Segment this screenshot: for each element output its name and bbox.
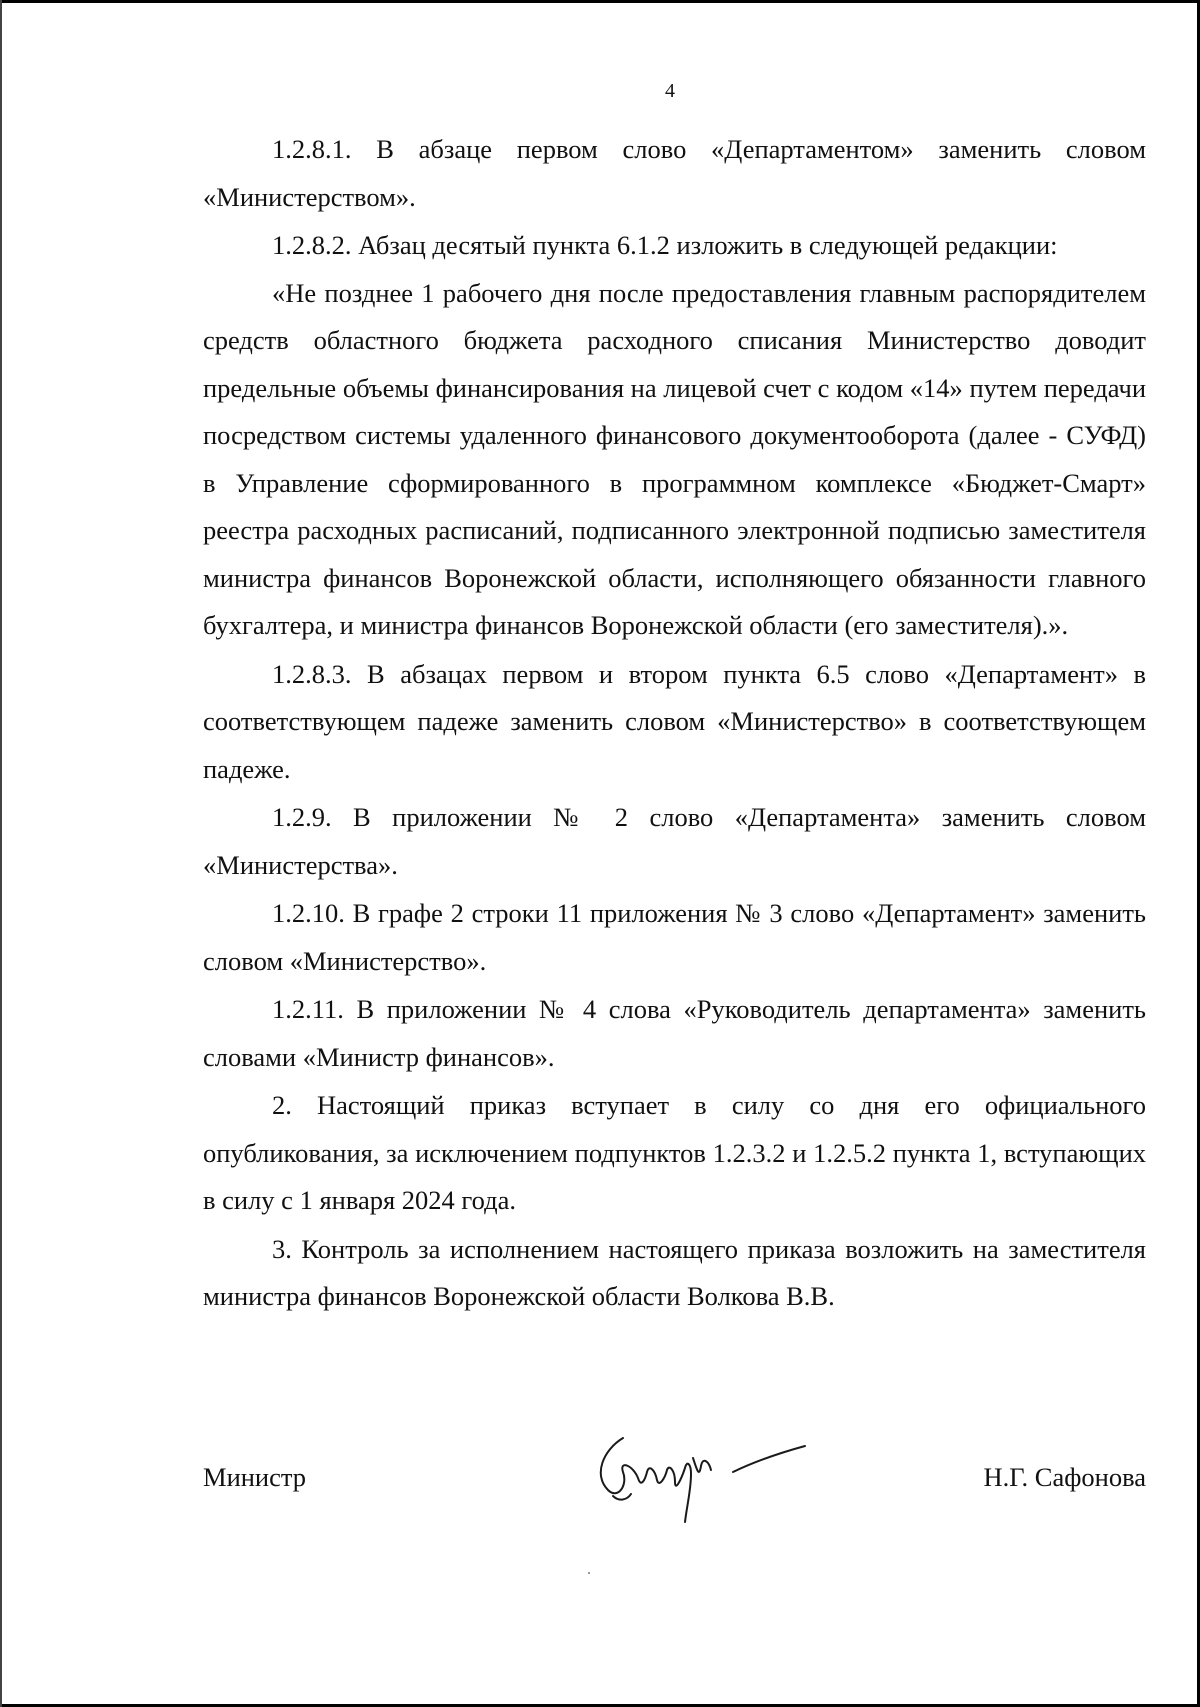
page-number: 4 (665, 80, 675, 102)
paragraph: 3. Контроль за исполнением настоящего приказа возложить на заместителя министра финансов Воронежской области Волкова В.В. (203, 1233, 1146, 1311)
paragraph: 1.2.9. В приложении № 2 слово «Департамента» заменить словом «Министерства». (203, 802, 1146, 880)
signatory-title: Министр (203, 1462, 307, 1492)
paragraph: 1.2.11. В приложении № 4 слова «Руководитель департамента» заменить словами «Министр финансов». (203, 994, 1146, 1072)
document-body (203, 126, 1146, 1321)
signature-block (203, 1430, 1146, 1540)
paragraph: 1.2.8.2. Абзац десятый пункта 6.1.2 изложить в следующей редакции: (272, 230, 1058, 260)
scan-artifact (588, 1572, 590, 1574)
scan-border-top (0, 0, 1200, 3)
paragraph: «Не позднее 1 рабочего дня после предоставления главным распорядителем средств областного бюджета расходного списания Министерство доводит предельные объемы финансирования на лицевой счет с кодом «14» путем передачи посредством системы удаленного финансового документооборота (далее - СУФД) в Управление сформированного в программном комплексе «Бюджет-Смарт» реестра расходных расписаний, подписанного электронной подписью заместителя министра финансов Воронежской области, исполняющего обязанности главного бухгалтера, и министра финансов Воронежской области (его заместителя).». (203, 277, 1146, 640)
paragraph: 2. Настоящий приказ вступает в силу со дня его официального опубликования, за исключением подпунктов 1.2.3.2 и 1.2.5.2 пункта 1, вступающих в силу с 1 января 2024 года. (203, 1090, 1146, 1215)
signature-icon (583, 1430, 813, 1550)
paragraph: 1.2.8.1. В абзаце первом слово «Департаментом» заменить словом «Министерством». (203, 134, 1146, 212)
signatory-name: Н.Г. Сафонова (983, 1462, 1146, 1492)
paragraph: 1.2.10. В графе 2 строки 11 приложения № 3 слово «Департамент» заменить словом «Министерство». (203, 898, 1146, 976)
paragraph: 1.2.8.3. В абзацах первом и втором пункта 6.5 слово «Департамент» в соответствующем падеже заменить словом «Министерство» в соответствующем падеже. (203, 658, 1146, 784)
scan-border-left (0, 0, 2, 1707)
